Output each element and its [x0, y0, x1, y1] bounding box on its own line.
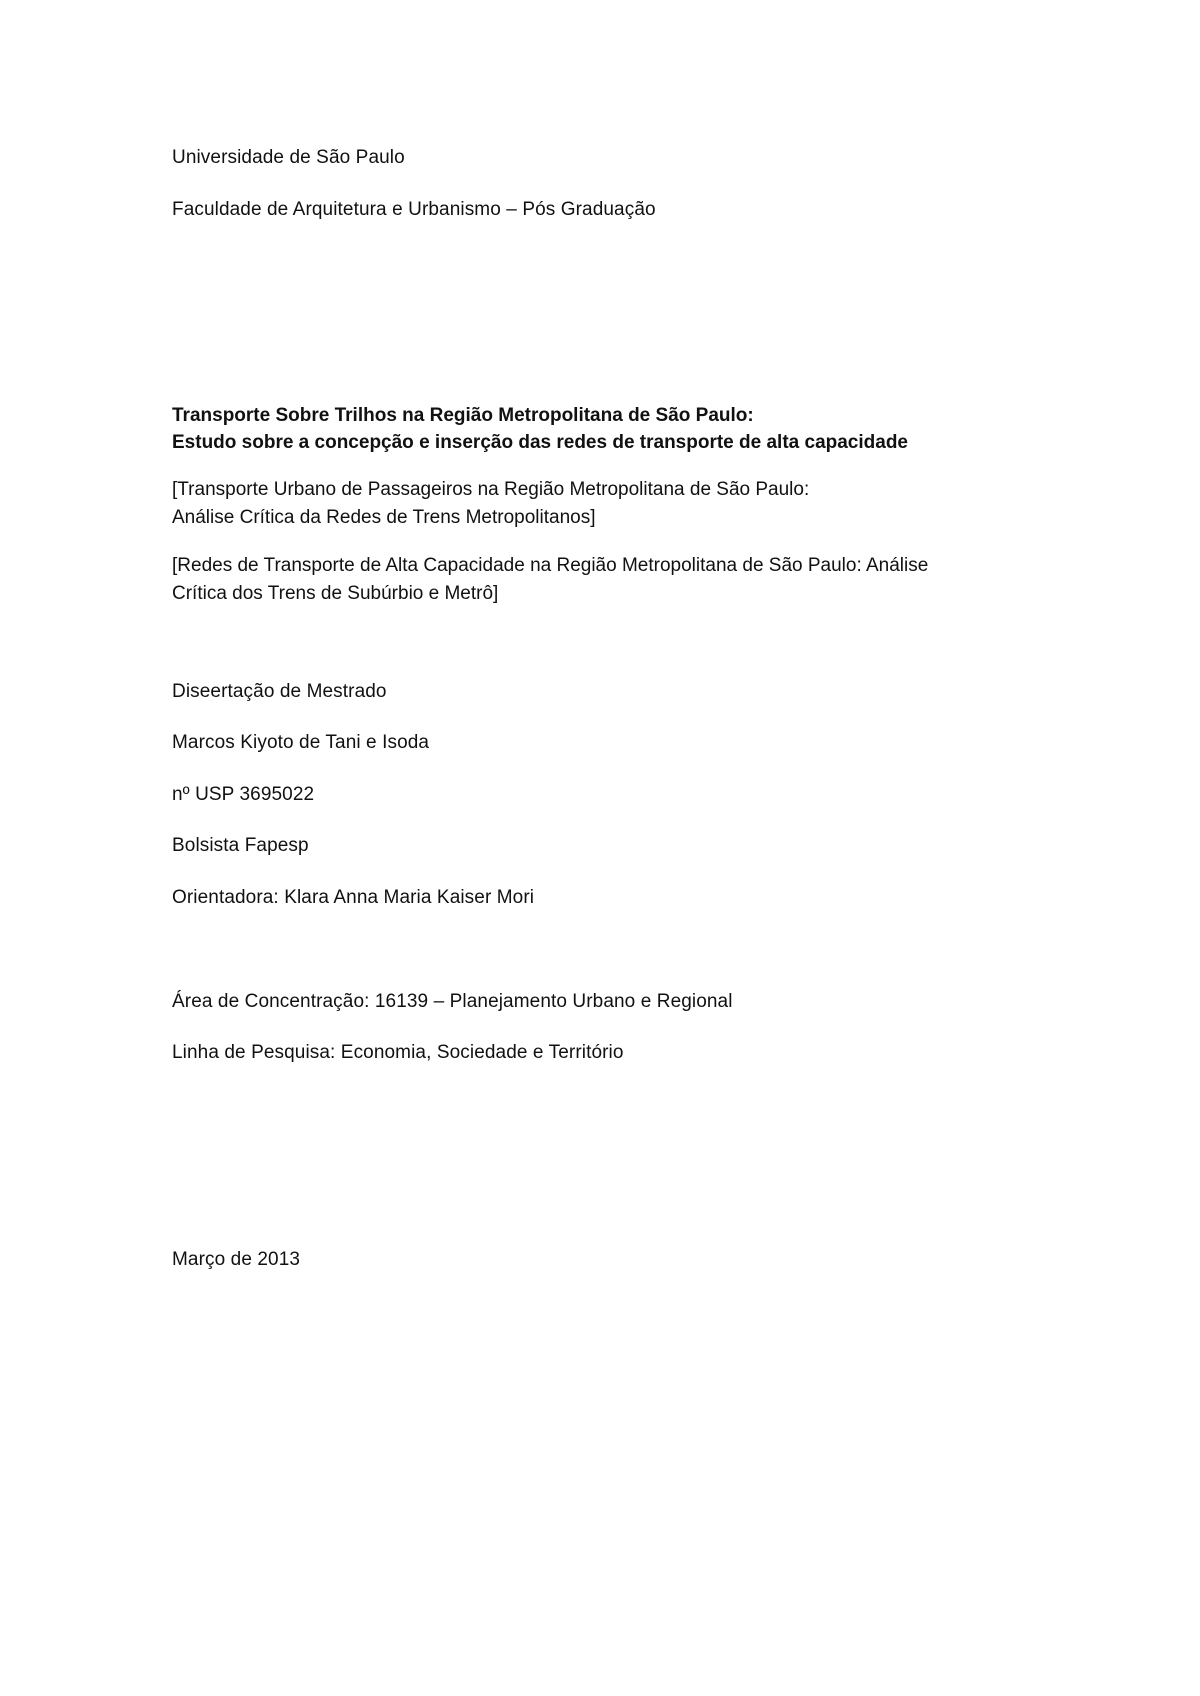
alternative-title-2-line-1: [Redes de Transporte de Alta Capacidade na Região Metropolitana de São Paulo: Análise	[172, 555, 929, 576]
alternative-title-2-line-2: Crítica dos Trens de Subúrbio e Metrô]	[172, 583, 499, 604]
usp-number: nº USP 3695022	[172, 784, 315, 805]
alternative-title-1-line-1: [Transporte Urbano de Passageiros na Região Metropolitana de São Paulo:	[172, 479, 810, 500]
faculty-name: Faculdade de Arquitetura e Urbanismo – Pós Graduação	[172, 199, 656, 220]
alternative-title-1	[172, 476, 809, 532]
alternative-title-2	[172, 552, 928, 608]
research-line: Linha de Pesquisa: Economia, Sociedade e Território	[172, 1042, 624, 1063]
author-name: Marcos Kiyoto de Tani e Isoda	[172, 732, 430, 753]
thesis-title-line-2: Estudo sobre a concepção e inserção das redes de transporte de alta capacidade	[172, 432, 908, 453]
thesis-title-line-1: Transporte Sobre Trilhos na Região Metropolitana de São Paulo:	[172, 405, 754, 426]
advisor-name: Orientadora: Klara Anna Maria Kaiser Mori	[172, 887, 535, 908]
document-date: Março de 2013	[172, 1249, 301, 1270]
alternative-title-1-line-2: Análise Crítica da Redes de Trens Metropolitanos]	[172, 507, 596, 528]
university-name: Universidade de São Paulo	[172, 147, 405, 168]
grant-info: Bolsista Fapesp	[172, 835, 309, 856]
concentration-area: Área de Concentração: 16139 – Planejamento Urbano e Regional	[172, 991, 733, 1012]
document-type: Diseertação de Mestrado	[172, 681, 387, 702]
